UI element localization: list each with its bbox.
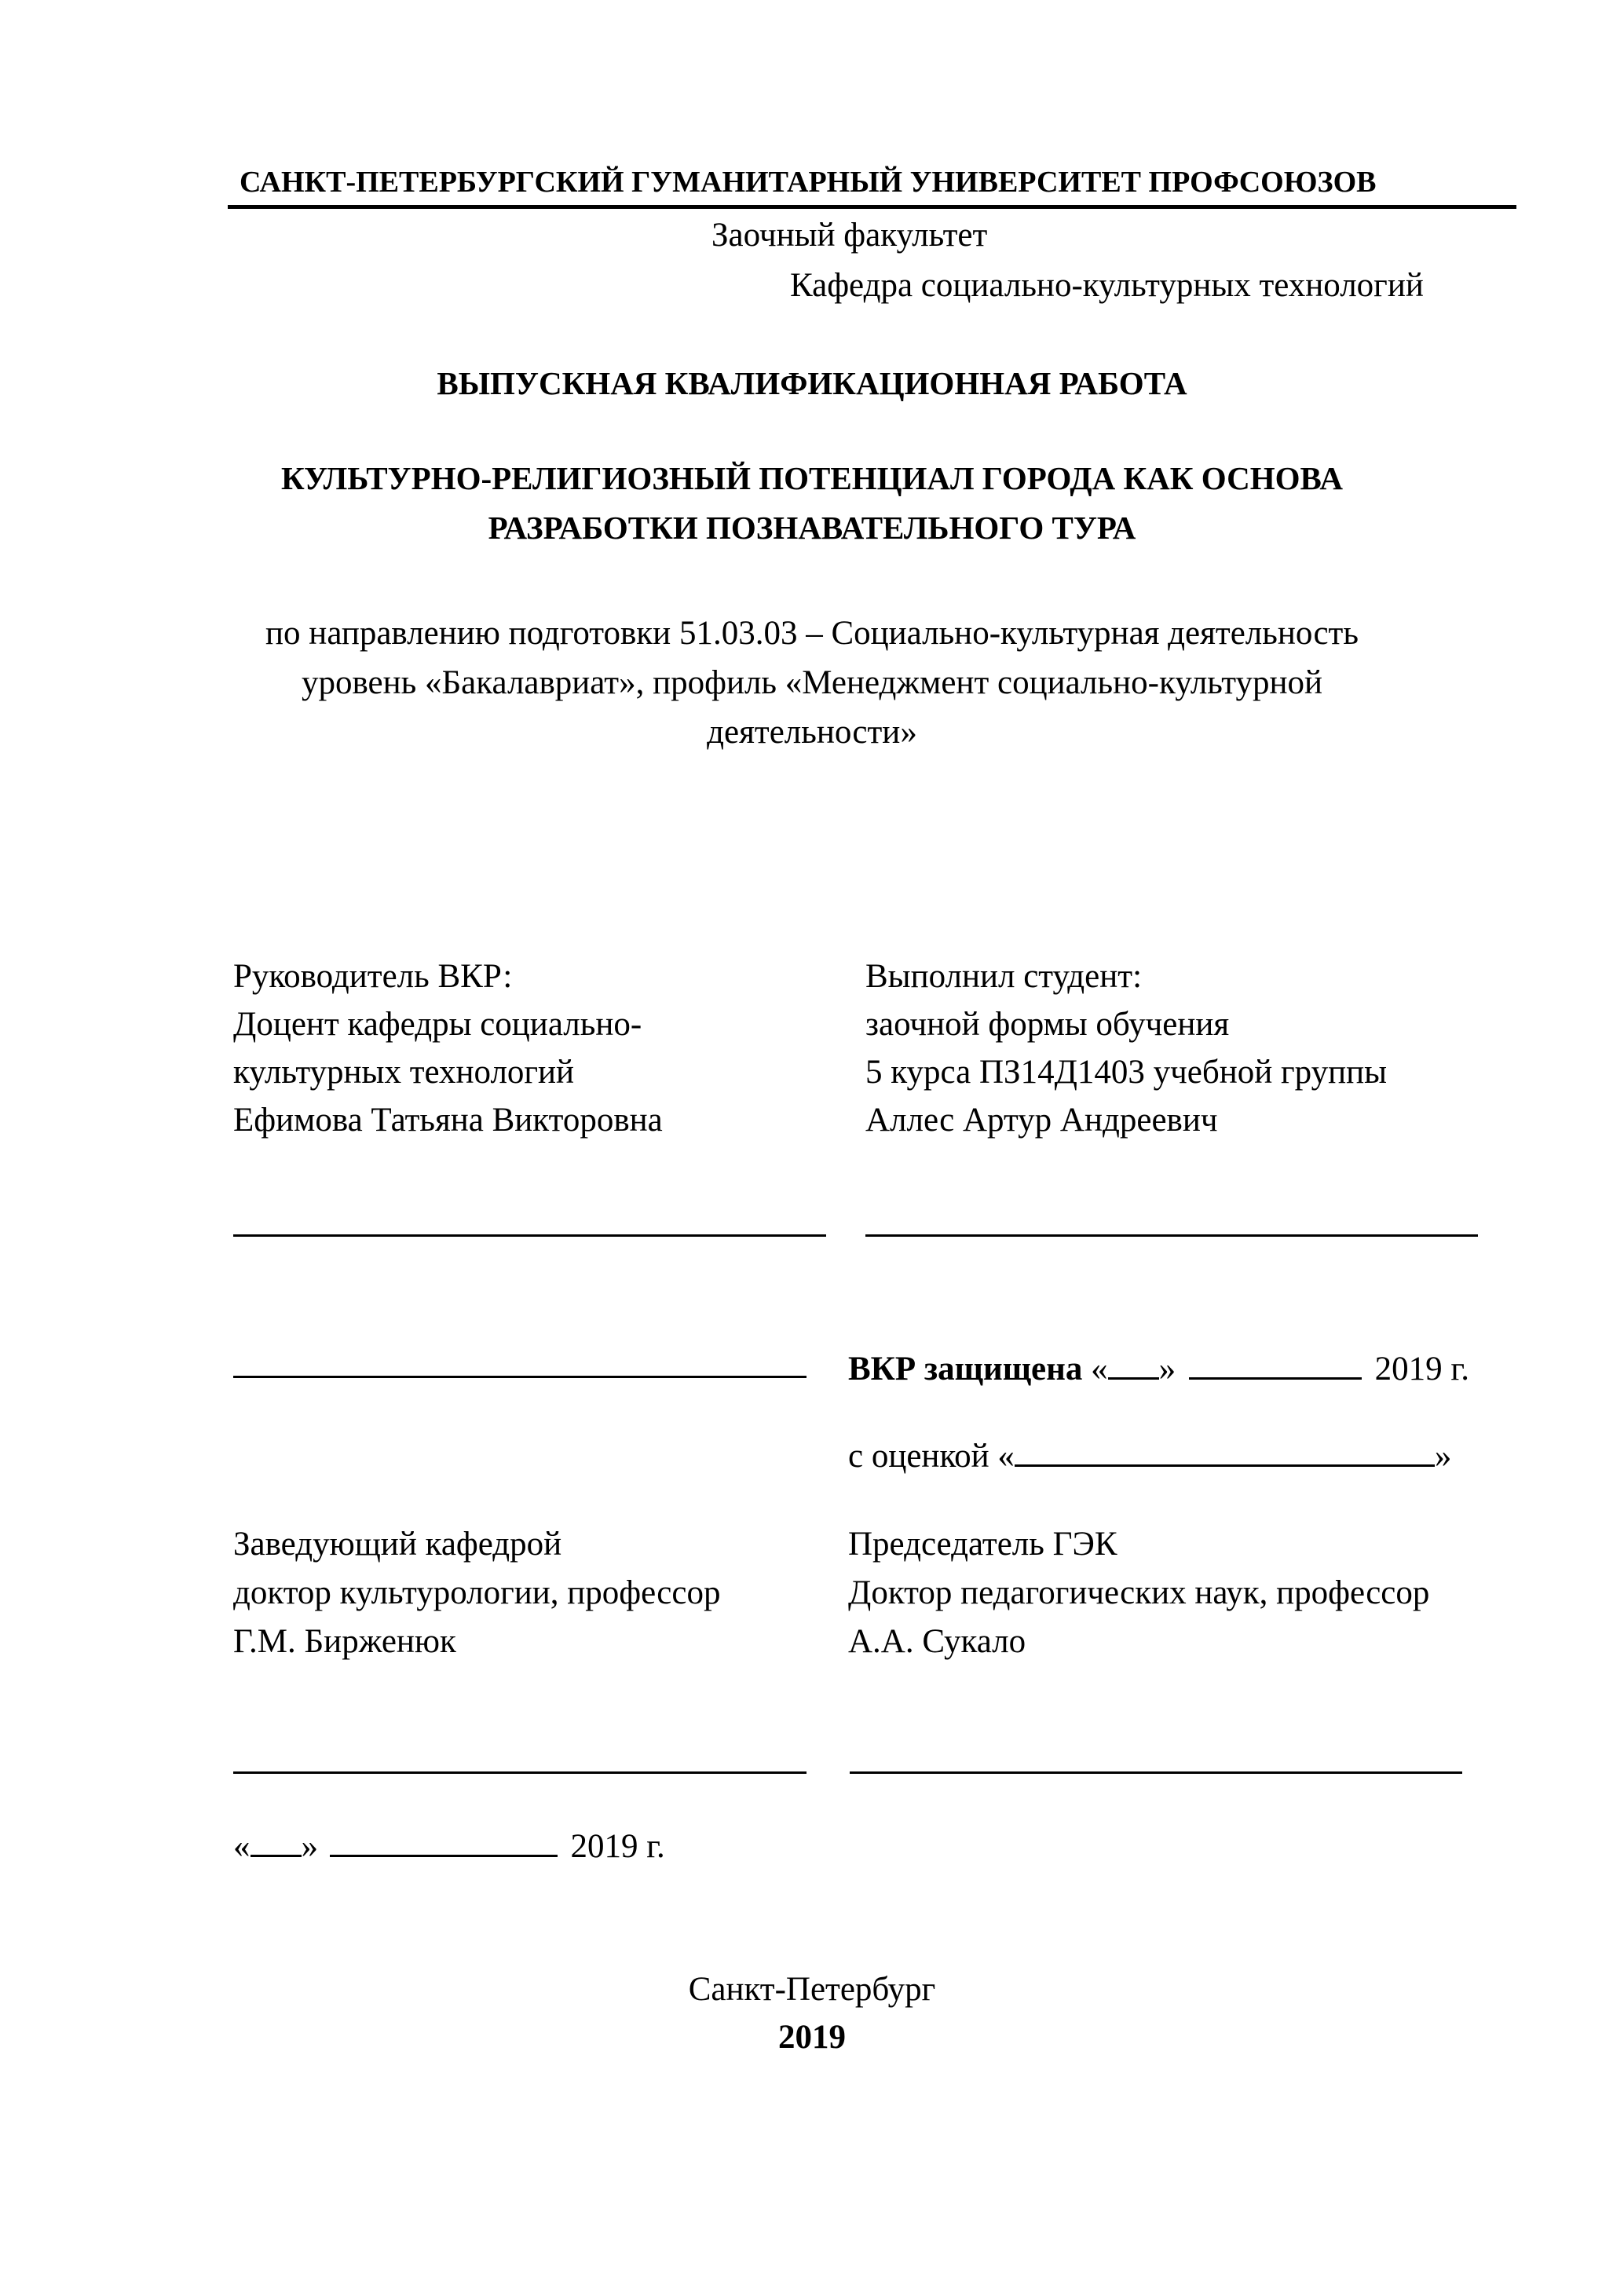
supervisor-label: Руководитель ВКР:	[233, 958, 513, 995]
city: Санкт-Петербург	[688, 1971, 936, 2008]
topic-line-1: КУЛЬТУРНО-РЕЛИГИОЗНЫЙ ПОТЕНЦИАЛ ГОРОДА КАК ОСНОВА	[281, 460, 1343, 496]
program-line-1: по направлению подготовки 51.03.03 – Социально-культурная деятельность	[265, 615, 1359, 652]
defense-close-quote: »	[1158, 1351, 1176, 1387]
header-rule	[228, 205, 1516, 209]
topic-line-2: РАЗРАБОТКИ ПОЗНАВАТЕЛЬНОГО ТУРА	[488, 510, 1136, 546]
date-day-blank[interactable]	[251, 1854, 302, 1857]
student-group: 5 курса ПЗ14Д1403 учебной группы	[865, 1054, 1388, 1091]
defense-open-quote: «	[1091, 1351, 1108, 1387]
university-name: САНКТ-ПЕТЕРБУРГСКИЙ ГУМАНИТАРНЫЙ УНИВЕРСИТЕТ ПРОФСОЮЗОВ	[240, 166, 1377, 199]
chairman-title: Доктор педагогических наук, профессор	[848, 1574, 1430, 1611]
approval-date-line	[233, 1830, 665, 1863]
supervisor-name: Ефимова Татьяна Викторовна	[233, 1102, 663, 1139]
grade-line	[848, 1439, 1451, 1473]
reviewer-signature-line[interactable]	[233, 1376, 807, 1378]
defense-year: 2019 г.	[1374, 1351, 1469, 1387]
department-name: Кафедра социально-культурных технологий	[790, 267, 1424, 304]
student-label: Выполнил студент:	[865, 958, 1143, 995]
date-open-quote: «	[233, 1828, 251, 1865]
defense-day-blank[interactable]	[1108, 1377, 1159, 1380]
program-line-3: деятельности»	[707, 714, 917, 751]
head-label: Заведующий кафедрой	[233, 1526, 562, 1563]
grade-blank[interactable]	[1015, 1464, 1435, 1467]
student-form: заочной формы обучения	[865, 1006, 1230, 1043]
date-month-blank[interactable]	[330, 1854, 558, 1857]
student-signature-line[interactable]	[865, 1234, 1478, 1237]
date-year: 2019 г.	[570, 1828, 665, 1865]
grade-label: с оценкой «	[848, 1438, 1015, 1475]
chairman-signature-line[interactable]	[850, 1771, 1462, 1774]
defense-label: ВКР защищена	[848, 1351, 1083, 1387]
supervisor-signature-line[interactable]	[233, 1234, 826, 1237]
program-line-2: уровень «Бакалавриат», профиль «Менеджмент социально-культурной	[301, 664, 1323, 701]
student-name: Аллес Артур Андреевич	[865, 1102, 1218, 1139]
head-title: доктор культурологии, профессор	[233, 1574, 721, 1611]
chairman-label: Председатель ГЭК	[848, 1526, 1117, 1563]
footer-year: 2019	[778, 2019, 846, 2056]
date-close-quote: »	[301, 1828, 318, 1865]
defense-line	[848, 1352, 1469, 1386]
work-type: ВЫПУСКНАЯ КВАЛИФИКАЦИОННАЯ РАБОТА	[437, 365, 1187, 401]
supervisor-position-2: культурных технологий	[233, 1054, 575, 1091]
head-signature-line[interactable]	[233, 1771, 807, 1774]
head-name: Г.М. Бирженюк	[233, 1623, 456, 1660]
supervisor-position-1: Доцент кафедры социально-	[233, 1006, 642, 1043]
faculty-name: Заочный факультет	[711, 217, 988, 254]
chairman-name: А.А. Сукало	[848, 1623, 1026, 1660]
grade-close-quote: »	[1434, 1438, 1452, 1475]
defense-month-blank[interactable]	[1189, 1377, 1362, 1380]
